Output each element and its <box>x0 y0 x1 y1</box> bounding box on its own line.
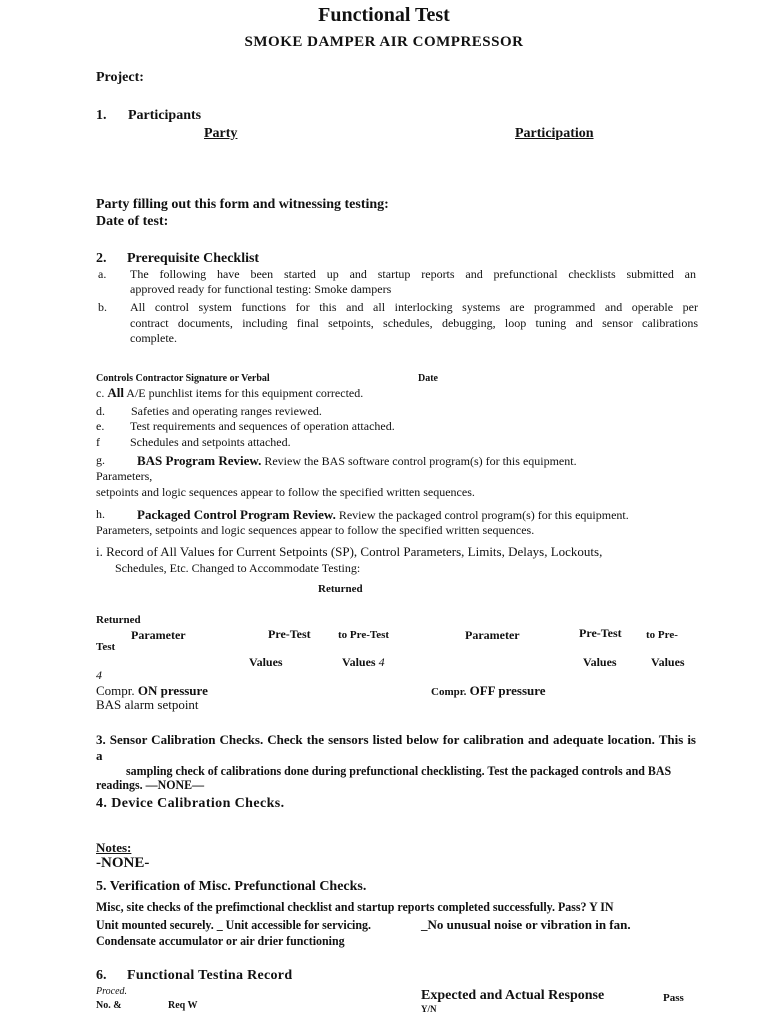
item-g-line-3: setpoints and logic sequences appear to follow the specified written sequences. <box>96 485 475 499</box>
item-a-line-1: The following have been started up and startup reports and prefunctional checklists submitted an <box>130 267 696 281</box>
column-yn: Y/N <box>421 1004 437 1014</box>
row-compr-off-text: OFF pressure <box>469 683 546 698</box>
section-1-number: 1. <box>96 108 107 123</box>
section-3-line-1: 3. Sensor Calibration Checks. Check the sensors listed below for calibration and adequate location. This is <box>96 732 696 747</box>
section-5-line-3: Condensate accumulator or air drier functioning <box>96 933 345 948</box>
item-f-letter: f <box>96 435 100 449</box>
notes-label: Notes: <box>96 840 132 855</box>
column-proced: Proced. <box>96 986 128 997</box>
section-3-line-2: a <box>96 748 103 763</box>
section-1-heading: Participants <box>128 108 202 123</box>
item-h-line-2: Parameters, setpoints and logic sequences appear to follow the specified written sequences. <box>96 523 535 537</box>
returned-center-label: Returned <box>318 583 363 595</box>
item-c-letter: c. <box>96 386 105 400</box>
values-col-4: Values <box>651 655 685 669</box>
header-pretest-2: Pre-Test <box>579 626 622 640</box>
column-party: Party <box>204 126 238 141</box>
row-compr-off <box>431 684 546 699</box>
header-parameter-1: Parameter <box>131 628 186 642</box>
signature-date-label: Date <box>418 373 438 384</box>
section-2-heading: Prerequisite Checklist <box>127 251 260 266</box>
item-d-text: Safeties and operating ranges reviewed. <box>131 404 322 418</box>
section-4-heading: 4. Device Calibration Checks. <box>96 796 285 811</box>
item-d-letter: d. <box>96 404 105 418</box>
header-test-wrap: Test <box>96 641 116 653</box>
item-h-line-1 <box>137 508 629 523</box>
page-title: Functional Test <box>318 4 450 26</box>
item-a-letter: a. <box>98 267 107 281</box>
row-compr-on-prefix: Compr. <box>96 683 135 698</box>
wrap-number: 4 <box>96 668 102 682</box>
header-parameter-2: Parameter <box>465 628 520 642</box>
item-a-line-2: approved ready for functional testing: Smoke dampers <box>130 282 392 296</box>
party-filling-label: Party filling out this form and witnessing testing: <box>96 197 389 212</box>
returned-left-label: Returned <box>96 614 141 626</box>
item-g-bold: BAS Program Review. <box>137 453 262 468</box>
item-c-bold: All <box>107 385 124 400</box>
section-6-heading: Functional Testina Record <box>127 968 293 983</box>
section-5-line-1: Misc, site checks of the prefimctional checklist and startup reports completed successfully. Pass? Y IN <box>96 899 614 914</box>
section-5-line-2b: _No unusual noise or vibration in fan. <box>421 917 631 932</box>
item-g-letter: g. <box>96 453 105 467</box>
section-6-number: 6. <box>96 968 107 983</box>
column-participation: Participation <box>515 126 594 141</box>
section-5-line-2a: Unit mounted securely. _ Unit accessible for servicing. <box>96 917 371 932</box>
section-2-number: 2. <box>96 251 107 266</box>
page-subtitle: SMOKE DAMPER AIR COMPRESSOR <box>244 34 524 50</box>
item-e-letter: e. <box>96 419 105 433</box>
item-c <box>96 386 363 401</box>
date-of-test-label: Date of test: <box>96 214 169 229</box>
values-col-3: Values <box>583 655 617 669</box>
item-b-line-2: contract documents, including final setpoints, schedules, debugging, loop tuning and sensor calibrations <box>130 316 698 330</box>
item-i-line-2: Schedules, Etc. Changed to Accommodate Testing: <box>115 561 361 575</box>
item-e-text: Test requirements and sequences of operation attached. <box>130 419 395 433</box>
item-g-line-1 <box>137 454 577 469</box>
header-to-pre-2: to Pre- <box>646 629 678 641</box>
values-col-2-number: 4 <box>378 655 385 669</box>
section-3-line-4: readings. —NONE— <box>96 777 205 792</box>
item-b-line-3: complete. <box>130 331 177 345</box>
item-b-line-1: All control system functions for this and all interlocking systems are programmed and operable per <box>130 300 698 314</box>
section-5-heading: 5. Verification of Misc. Prefunctional Checks. <box>96 879 367 894</box>
notes-value: -NONE- <box>96 855 150 871</box>
values-col-1: Values <box>249 655 283 669</box>
item-c-text: A/E punchlist items for this equipment corrected. <box>126 386 364 400</box>
row-compr-on-text: ON pressure <box>137 683 208 698</box>
project-label: Project: <box>96 70 144 85</box>
values-col-2 <box>342 656 385 670</box>
values-col-2-label: Values <box>342 655 376 669</box>
section-3-line-3: sampling check of calibrations done during prefunctional checklisting. Test the packaged controls and BAS <box>126 763 672 778</box>
column-pass: Pass <box>663 992 684 1004</box>
column-no: No. & <box>96 1000 122 1011</box>
item-f-text: Schedules and setpoints attached. <box>130 435 291 449</box>
item-b-letter: b. <box>98 300 107 314</box>
row-bas-alarm: BAS alarm setpoint <box>96 697 199 712</box>
item-h-letter: h. <box>96 507 105 521</box>
header-to-pretest-1: to Pre-Test <box>338 629 390 641</box>
signature-label: Controls Contractor Signature or Verbal <box>96 373 270 384</box>
column-expected-actual: Expected and Actual Response <box>421 988 605 1003</box>
header-pretest-1: Pre-Test <box>268 627 311 641</box>
item-g-line-2: Parameters, <box>96 469 153 483</box>
column-req: Req W <box>168 1000 198 1011</box>
item-i-line-1: i. Record of All Values for Current Setpoints (SP), Control Parameters, Limits, Delays, Lockouts, <box>96 544 603 559</box>
item-g-text: Review the BAS software control program(s) for this equipment. <box>264 454 577 468</box>
item-h-text: Review the packaged control program(s) for this equipment. <box>338 508 629 522</box>
row-compr-off-prefix: Compr. <box>431 686 467 698</box>
item-h-bold: Packaged Control Program Review. <box>137 507 336 522</box>
